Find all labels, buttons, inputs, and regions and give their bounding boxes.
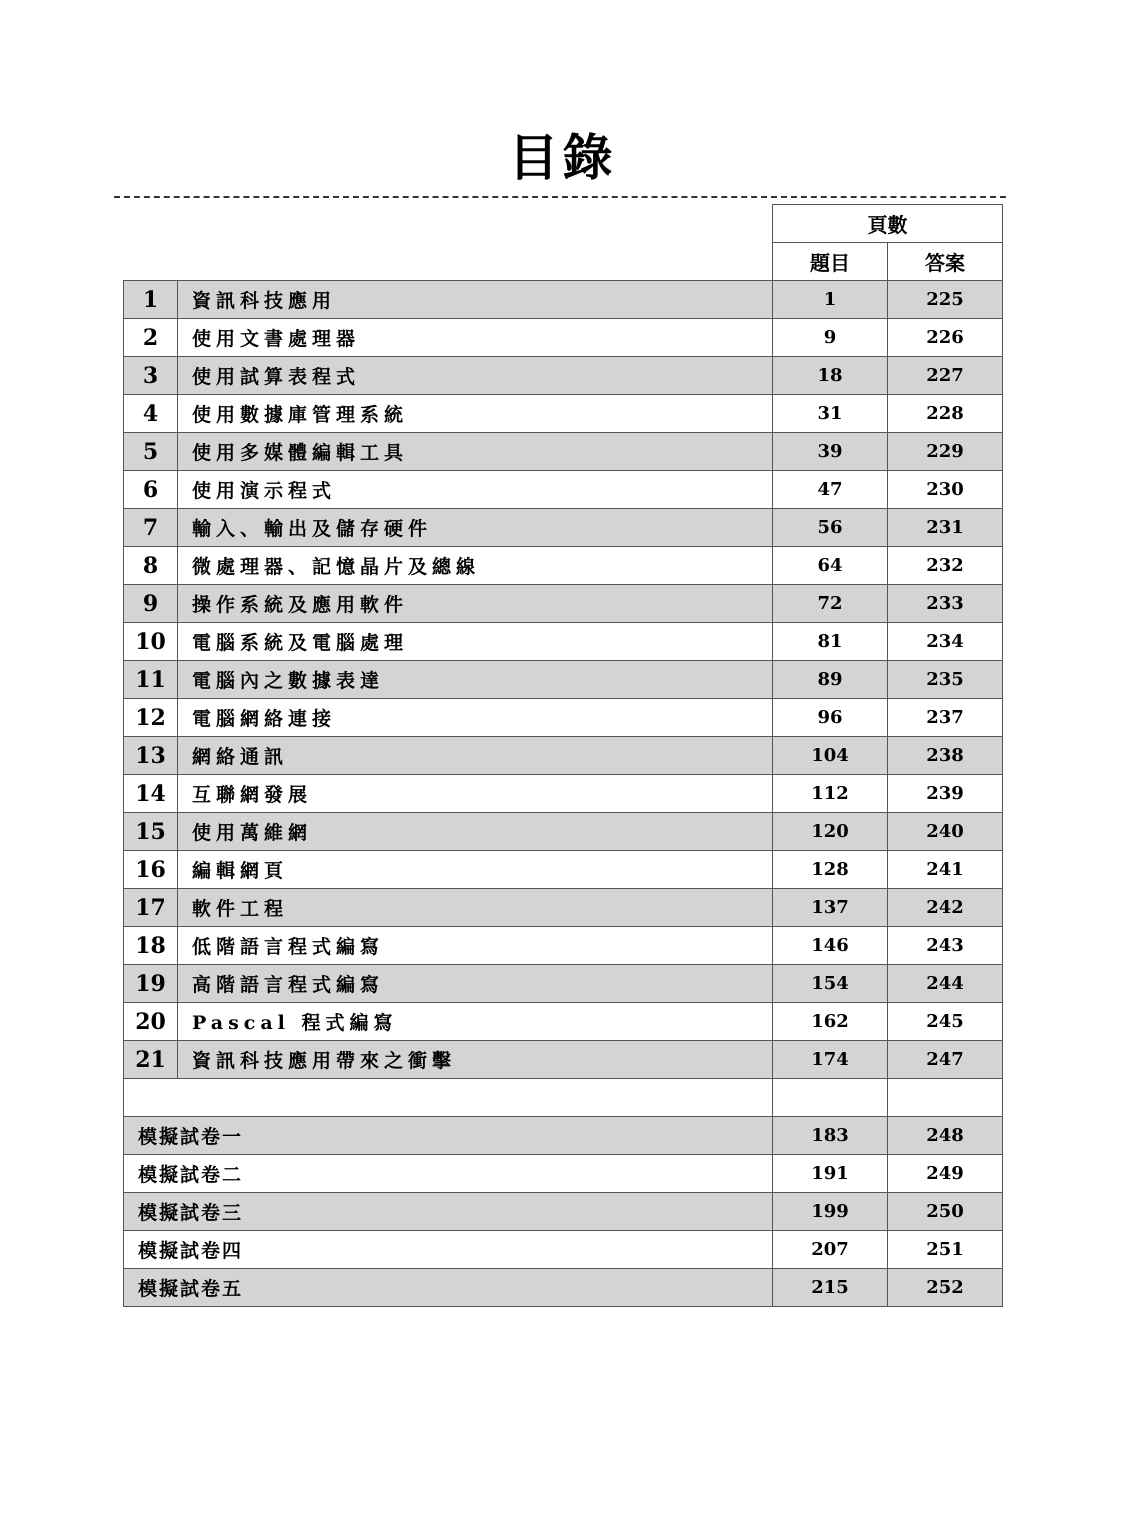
chapter-row [124, 319, 1003, 357]
question-page: 215 [773, 1269, 888, 1307]
question-page: 120 [773, 813, 888, 851]
chapter-row [124, 661, 1003, 699]
chapter-number: 9 [124, 585, 178, 623]
chapter-number: 2 [124, 319, 178, 357]
mock-paper-title: 模擬試卷二 [124, 1155, 773, 1193]
questions-column-header: 題目 [773, 243, 888, 281]
spacer-cell [124, 1079, 773, 1117]
chapter-row [124, 585, 1003, 623]
answer-page: 248 [888, 1117, 1003, 1155]
page-count-header: 頁數 [773, 205, 1003, 243]
question-page: 39 [773, 433, 888, 471]
chapter-title: 電腦網絡連接 [178, 699, 773, 737]
question-page: 72 [773, 585, 888, 623]
chapter-row [124, 433, 1003, 471]
chapter-title: 操作系統及應用軟件 [178, 585, 773, 623]
spacer-cell [888, 1079, 1003, 1117]
header-blank [124, 205, 773, 281]
chapter-number: 5 [124, 433, 178, 471]
chapter-title: 微處理器、記憶晶片及總線 [178, 547, 773, 585]
answer-page: 231 [888, 509, 1003, 547]
question-page: 207 [773, 1231, 888, 1269]
chapter-row [124, 965, 1003, 1003]
answer-page: 238 [888, 737, 1003, 775]
chapter-number: 10 [124, 623, 178, 661]
answer-page: 250 [888, 1193, 1003, 1231]
chapter-number: 18 [124, 927, 178, 965]
chapter-title: 電腦系統及電腦處理 [178, 623, 773, 661]
chapter-number: 12 [124, 699, 178, 737]
answer-page: 252 [888, 1269, 1003, 1307]
chapter-row [124, 547, 1003, 585]
chapter-row [124, 851, 1003, 889]
chapter-title: 使用多媒體編輯工具 [178, 433, 773, 471]
chapter-title: 輸入、輸出及儲存硬件 [178, 509, 773, 547]
answer-page: 227 [888, 357, 1003, 395]
answer-page: 235 [888, 661, 1003, 699]
question-page: 104 [773, 737, 888, 775]
chapter-row [124, 1041, 1003, 1079]
spacer-row [124, 1079, 1003, 1117]
answer-page: 239 [888, 775, 1003, 813]
chapter-row [124, 1003, 1003, 1041]
mock-paper-row [124, 1269, 1003, 1307]
header-row-group [124, 205, 1003, 243]
chapter-title: 編輯網頁 [178, 851, 773, 889]
question-page: 162 [773, 1003, 888, 1041]
question-page: 96 [773, 699, 888, 737]
chapter-number: 3 [124, 357, 178, 395]
answer-page: 230 [888, 471, 1003, 509]
mock-paper-row [124, 1117, 1003, 1155]
chapter-number: 1 [124, 281, 178, 319]
chapter-title: 使用文書處理器 [178, 319, 773, 357]
chapter-row [124, 357, 1003, 395]
chapter-title: 網絡通訊 [178, 737, 773, 775]
question-page: 199 [773, 1193, 888, 1231]
answers-column-header: 答案 [888, 243, 1003, 281]
mock-paper-row [124, 1193, 1003, 1231]
chapter-title: 資訊科技應用 [178, 281, 773, 319]
question-page: 56 [773, 509, 888, 547]
chapter-number: 13 [124, 737, 178, 775]
chapter-title: Pascal 程式編寫 [178, 1003, 773, 1041]
question-page: 47 [773, 471, 888, 509]
answer-page: 237 [888, 699, 1003, 737]
answer-page: 226 [888, 319, 1003, 357]
chapter-title: 軟件工程 [178, 889, 773, 927]
chapter-number: 4 [124, 395, 178, 433]
chapter-title: 使用數據庫管理系統 [178, 395, 773, 433]
answer-page: 243 [888, 927, 1003, 965]
chapter-number: 14 [124, 775, 178, 813]
answer-page: 244 [888, 965, 1003, 1003]
chapter-row [124, 471, 1003, 509]
chapter-title: 電腦內之數據表達 [178, 661, 773, 699]
answer-page: 249 [888, 1155, 1003, 1193]
spacer-cell [773, 1079, 888, 1117]
chapter-row [124, 737, 1003, 775]
chapter-title: 使用演示程式 [178, 471, 773, 509]
chapter-row [124, 889, 1003, 927]
chapter-number: 6 [124, 471, 178, 509]
chapter-row [124, 281, 1003, 319]
answer-page: 251 [888, 1231, 1003, 1269]
mock-paper-title: 模擬試卷一 [124, 1117, 773, 1155]
dashed-divider [114, 196, 1006, 198]
answer-page: 232 [888, 547, 1003, 585]
mock-paper-title: 模擬試卷五 [124, 1269, 773, 1307]
answer-page: 229 [888, 433, 1003, 471]
chapter-number: 7 [124, 509, 178, 547]
chapter-number: 8 [124, 547, 178, 585]
chapter-row [124, 623, 1003, 661]
question-page: 64 [773, 547, 888, 585]
answer-page: 234 [888, 623, 1003, 661]
table-of-contents [123, 204, 1003, 1307]
answer-page: 247 [888, 1041, 1003, 1079]
question-page: 89 [773, 661, 888, 699]
mock-paper-row [124, 1231, 1003, 1269]
question-page: 137 [773, 889, 888, 927]
question-page: 18 [773, 357, 888, 395]
chapter-number: 21 [124, 1041, 178, 1079]
question-page: 128 [773, 851, 888, 889]
chapter-number: 15 [124, 813, 178, 851]
mock-paper-row [124, 1155, 1003, 1193]
chapter-row [124, 927, 1003, 965]
answer-page: 245 [888, 1003, 1003, 1041]
chapter-row [124, 699, 1003, 737]
page-title: 目錄 [508, 128, 617, 187]
question-page: 81 [773, 623, 888, 661]
question-page: 154 [773, 965, 888, 1003]
chapter-row [124, 775, 1003, 813]
question-page: 183 [773, 1117, 888, 1155]
question-page: 146 [773, 927, 888, 965]
question-page: 31 [773, 395, 888, 433]
chapter-title: 互聯網發展 [178, 775, 773, 813]
chapter-title: 使用試算表程式 [178, 357, 773, 395]
mock-paper-title: 模擬試卷三 [124, 1193, 773, 1231]
chapter-number: 20 [124, 1003, 178, 1041]
chapter-row [124, 395, 1003, 433]
chapter-number: 11 [124, 661, 178, 699]
answer-page: 233 [888, 585, 1003, 623]
chapter-title: 資訊科技應用帶來之衝擊 [178, 1041, 773, 1079]
question-page: 112 [773, 775, 888, 813]
chapter-title: 使用萬維網 [178, 813, 773, 851]
answer-page: 241 [888, 851, 1003, 889]
chapter-number: 19 [124, 965, 178, 1003]
chapter-row [124, 509, 1003, 547]
chapter-row [124, 813, 1003, 851]
chapter-number: 16 [124, 851, 178, 889]
question-page: 191 [773, 1155, 888, 1193]
question-page: 9 [773, 319, 888, 357]
answer-page: 228 [888, 395, 1003, 433]
answer-page: 225 [888, 281, 1003, 319]
mock-paper-title: 模擬試卷四 [124, 1231, 773, 1269]
chapter-number: 17 [124, 889, 178, 927]
answer-page: 240 [888, 813, 1003, 851]
question-page: 174 [773, 1041, 888, 1079]
answer-page: 242 [888, 889, 1003, 927]
chapter-title: 高階語言程式編寫 [178, 965, 773, 1003]
chapter-title: 低階語言程式編寫 [178, 927, 773, 965]
question-page: 1 [773, 281, 888, 319]
